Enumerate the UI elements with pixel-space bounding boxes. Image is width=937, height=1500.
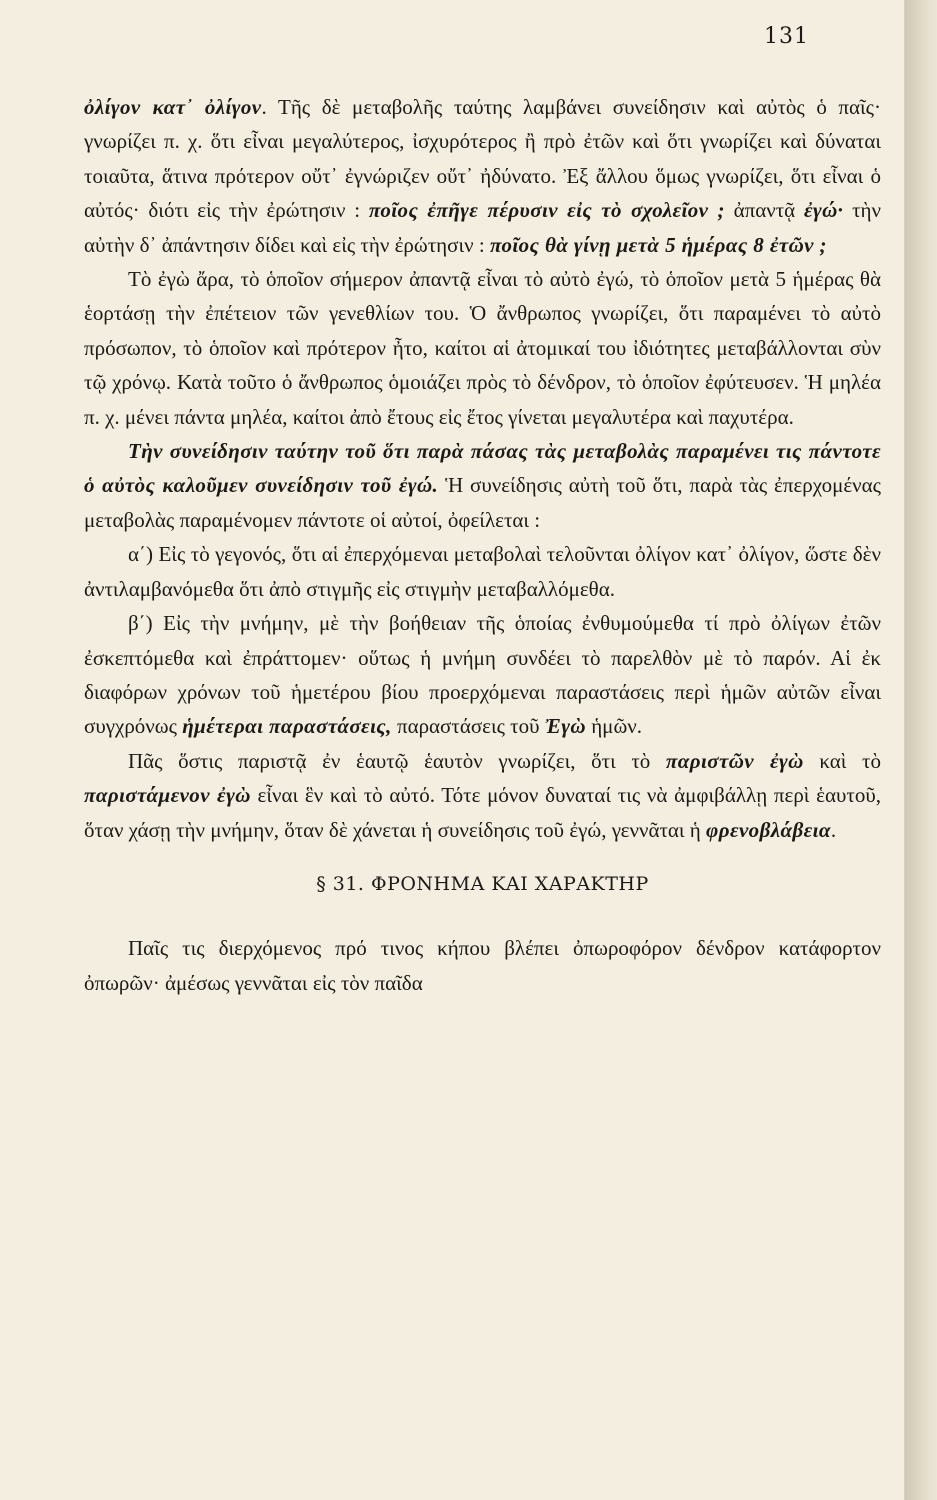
page-number: 131	[764, 24, 809, 49]
text-run: β΄) Εἰς τὴν μνήμην, μὲ τὴν βοήθειαν τῆς ὁποίας ἐνθυμούμεθα τί πρὸ ὀλίγων ἐτῶν ἐσκεπτόμεθα καὶ ἐπράττομεν· οὕτως ἡ μνήμη συνδέει τὸ παρελθὸν μὲ τὸ παρόν. Αἱ ἐκ διαφόρων χρόνων τοῦ ἡμετέρου βίου προερχόμεναι παραστάσεις περὶ ἡμῶν αὐτῶν εἶναι συγχρόνως	[84, 611, 881, 739]
text-run: τὴν αὐτὴν δ᾽ ἀπάντησιν δίδει καὶ εἰς τὴν ἐρώτησιν :	[84, 198, 881, 257]
emphasis-ego: ἐγώ·	[803, 198, 844, 223]
text-run: εἶναι ἓν καὶ τὸ αὐτό. Τότε μόνον δυναταί τις νὰ ἀμφιβάλλῃ περὶ ἑαυτοῦ, ὅταν χάσῃ τὴν μνήμην, ὅταν δὲ χάνεται ἡ συνείδησις τοῦ ἐγώ, γεννᾶται ἡ	[84, 783, 881, 842]
section-heading: § 31. ΦΡΟΝΗΜΑ ΚΑΙ ΧΑΡΑΚΤΗΡ	[316, 872, 649, 895]
text-run: Τὸ ἐγὼ ἄρα, τὸ ὁποῖον σήμερον ἀπαντᾷ εἶναι τὸ αὐτὸ ἐγώ, τὸ ὁποῖον μετὰ 5 ἡμέρας θὰ ἑορτάσῃ τὴν ἐπέτειον τῶν γενεθλίων του. Ὁ ἄνθρωπος γνωρίζει, ὅτι παραμένει τὸ αὐτὸ πρόσωπον, τὸ ὁποῖον καὶ πρότερον ἦτο, καίτοι αἱ ἀτομικαί του ἰδιότητες μεταβάλλονται σὺν τῷ χρόνῳ. Κατὰ τοῦτο ὁ ἄνθρωπος ὁμοιάζει πρὸς τὸ δένδρον, τὸ ὁποῖον ἐφύτευσεν. Ἡ μηλέα π. χ. μένει πάντα μηλέα, καίτοι ἀπὸ ἔτους εἰς ἔτος γίνεται μεγαλυτέρα καὶ παχυτέρα.	[84, 267, 881, 429]
text-run: ἀπαντᾷ	[724, 198, 804, 223]
emphasis-represented-ego: παριστάμενον ἐγὼ	[84, 783, 251, 808]
emphasis-question-age: ποῖος θὰ γίνῃ μετὰ 5 ἡμέρας 8 ἐτῶν ;	[489, 232, 827, 257]
page-body	[84, 90, 881, 1000]
text-run: καὶ τὸ	[803, 748, 881, 773]
page-edge-shadow	[905, 0, 937, 1500]
text-run: παραστάσεις τοῦ	[391, 714, 545, 739]
paragraph-5	[84, 606, 881, 744]
paragraph-6	[84, 744, 881, 847]
paragraph-1	[84, 90, 881, 262]
emphasis-our-representations: ἡμέτεραι παραστάσεις,	[182, 714, 392, 739]
text-run: Ἡ συνείδησις αὐτὴ τοῦ ὅτι, παρὰ τὰς ἐπερχομένας μεταβολὰς παραμένομεν πάντοτε οἱ αὐτοί, ὀφείλεται :	[84, 473, 881, 532]
paragraph-2	[84, 262, 881, 434]
text-run: ἡμῶν.	[585, 714, 643, 739]
emphasis-definition: Τὴν συνείδησιν ταύτην τοῦ ὅτι παρὰ πάσας τὰς μεταβολὰς παραμένει τις πάντοτε ὁ αὐτὸς καλοῦμεν συνείδησιν τοῦ ἐγώ.	[84, 439, 881, 498]
paragraph-3	[84, 434, 881, 537]
emphasis-insanity: φρενοβλάβεια	[706, 817, 831, 842]
closing-paragraph: Παῖς τις διερχόμενος πρό τινος κήπου βλέπει ὀπωροφόρον δένδρον κατάφορτον ὀπωρῶν· ἀμέσως γεννᾶται εἰς τὸν παῖδα	[84, 936, 881, 995]
text-run: Πᾶς ὅστις παριστᾷ ἐν ἑαυτῷ ἑαυτὸν γνωρίζει, ὅτι τὸ	[128, 748, 666, 773]
emphasis-olligon: ὀλίγον κατ᾽ ὀλίγον	[84, 95, 262, 119]
emphasis-question-school: ποῖος ἐπῆγε πέρυσιν εἰς τὸ σχολεῖον ;	[368, 198, 725, 223]
text-run: α΄) Εἰς τὸ γεγονός, ὅτι αἱ ἐπερχόμεναι μεταβολαὶ τελοῦνται ὀλίγον κατ᾽ ὀλίγον, ὥστε δὲν ἀντιλαμβανόμεθα ὅτι ἀπὸ στιγμῆς εἰς στιγμὴν μεταβαλλόμεθα.	[84, 542, 881, 601]
text-run: . Τῆς δὲ μεταβολῆς ταύτης λαμβάνει συνείδησιν καὶ αὐτὸς ὁ παῖς· γνωρίζει π. χ. ὅτι εἶναι μεγαλύτερος, ἰσχυρότερος ἢ πρὸ ἐτῶν καὶ ὅτι γνωρίζει καὶ δύναται τοιαῦτα, ἅτινα πρότερον οὔτ᾽ ἐγνώριζεν οὔτ᾽ ἠδύνατο. Ἐξ ἄλλου ὅμως γνωρίζει, ὅτι εἶναι ὁ αὐτός· διότι εἰς τὴν ἐρώτησιν :	[84, 95, 881, 223]
text-run: .	[830, 817, 837, 842]
emphasis-ego-capital: Ἐγὼ	[544, 714, 586, 739]
emphasis-representing-ego: παριστῶν ἐγὼ	[665, 748, 804, 773]
paragraph-4	[84, 537, 881, 606]
